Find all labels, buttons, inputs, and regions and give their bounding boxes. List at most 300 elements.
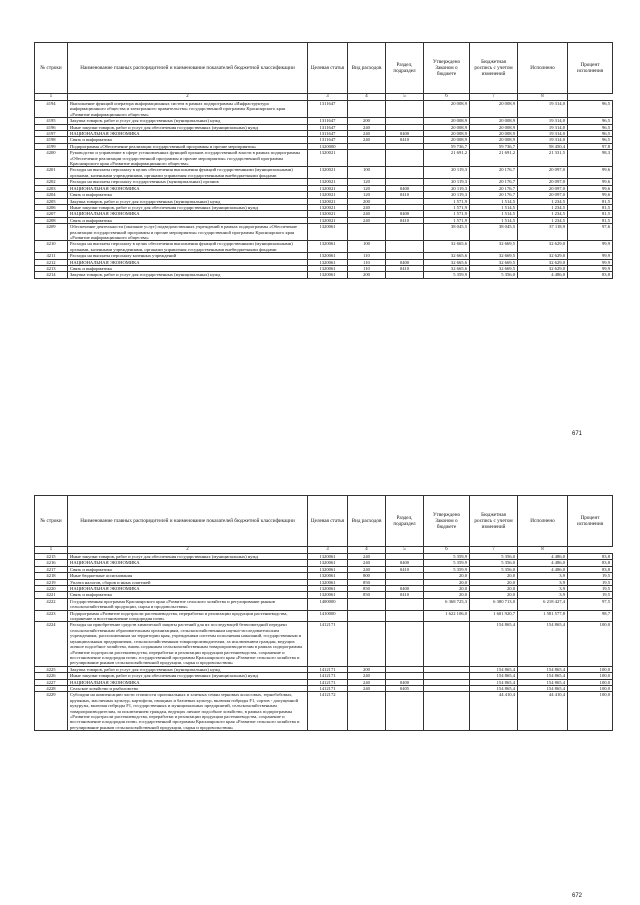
target-article-cell: 1412171 (308, 666, 348, 672)
header-percent: Процент исполнения (568, 43, 613, 94)
expense-type-cell: 240 (348, 137, 386, 143)
row-number-cell: 4208 (35, 217, 68, 223)
budget-list-amount-cell: 1 514,5 (470, 198, 518, 204)
executed-amount-cell: 4 486,0 (518, 272, 568, 278)
executed-amount-cell: 154 865,4 (518, 666, 568, 672)
table-body (35, 554, 613, 731)
executed-amount-cell: 154 865,4 (518, 622, 568, 666)
executed-amount-cell: 3,9 (518, 573, 568, 579)
section-cell (386, 598, 424, 610)
section-cell: 0410 (386, 265, 424, 271)
budget-list-amount-cell: 32 669,5 (470, 253, 518, 259)
approved-amount-cell: 20 008,9 (424, 137, 470, 143)
budget-list-amount-cell: 20 176,7 (470, 167, 518, 179)
approved-amount-cell: 1 571,9 (424, 198, 470, 204)
header-target: Целевая статья (308, 43, 348, 94)
row-name-cell: Руководство и управление в сфере установленных функций органов государственной власти в рамках подпрограммы «Обеспечение реализации государственной программы и прочие мероприятия» государственной программы Красноярского края «Развитие информационного общества» (68, 150, 308, 167)
executed-amount-cell: 4 486,0 (518, 554, 568, 560)
percent-cell: 99,6 (568, 185, 613, 191)
target-article-cell: 1311647 (308, 118, 348, 124)
percent-cell: 99,6 (568, 167, 613, 179)
percent-cell: 100,0 (568, 685, 613, 691)
table-row (35, 622, 613, 666)
executed-amount-cell: 1 234,5 (518, 198, 568, 204)
approved-amount-cell: 1 622 106,0 (424, 610, 470, 622)
expense-type-cell: 240 (348, 560, 386, 566)
executed-amount-cell: 4 486,0 (518, 560, 568, 566)
budget-list-amount-cell: 20,0 (470, 592, 518, 598)
approved-amount-cell: 5 359,9 (424, 554, 470, 560)
expense-type-cell (348, 101, 386, 118)
budget-list-amount-cell: 32 669,5 (470, 265, 518, 271)
percent-cell: 96,5 (568, 124, 613, 130)
row-number-cell: 4228 (35, 685, 68, 691)
row-name-cell: Связь и информатика (68, 217, 308, 223)
percent-cell: 98,7 (568, 610, 613, 622)
approved-amount-cell: 1 571,9 (424, 217, 470, 223)
executed-amount-cell: 32 629,0 (518, 241, 568, 253)
percent-cell: 100,0 (568, 673, 613, 679)
executed-amount-cell: 154 865,4 (518, 679, 568, 685)
row-number-cell: 4201 (35, 167, 68, 179)
column-index: 6 (424, 547, 470, 554)
row-name-cell: Закупка товаров, работ и услуг для государственных (муниципальных) нужд (68, 118, 308, 124)
target-article-cell: 1320061 (308, 566, 348, 572)
approved-amount-cell: 5 359,9 (424, 566, 470, 572)
row-number-cell: 4220 (35, 586, 68, 592)
column-index: 8 (518, 94, 568, 101)
row-number-cell: 4218 (35, 573, 68, 579)
expense-type-cell: 110 (348, 265, 386, 271)
row-number-cell: 4222 (35, 598, 68, 610)
header-section: Раздел, подраздел (386, 43, 424, 94)
row-name-cell: Государственная программа Красноярского края «Развитие сельского хозяйства и регулирование рынков сельскохозяйственной продукции, сырья и продовольствия» (68, 598, 308, 610)
budget-table-page-672 (34, 495, 613, 731)
table-body (35, 101, 613, 279)
executed-amount-cell: 1 234,5 (518, 204, 568, 210)
header-row-no: № строки (35, 43, 68, 94)
percent-cell: 96,5 (568, 101, 613, 118)
section-cell (386, 224, 424, 241)
row-number-cell: 4199 (35, 143, 68, 149)
table-row (35, 692, 613, 731)
budget-list-amount-cell: 5 356,0 (470, 560, 518, 566)
target-article-cell: 1320061 (308, 253, 348, 259)
percent-cell: 81,5 (568, 198, 613, 204)
header-name: Наименование главных распорядителей и наименование показателей бюджетной классификации (68, 43, 308, 94)
row-number-cell: 4206 (35, 204, 68, 210)
expense-type-cell: 240 (348, 566, 386, 572)
budget-list-amount-cell: 154 865,4 (470, 666, 518, 672)
header-approved: Утверждено Законом о бюджете (424, 43, 470, 94)
budget-list-amount-cell: 6 380 713,0 (470, 598, 518, 610)
budget-list-amount-cell: 154 865,4 (470, 679, 518, 685)
section-cell: 0410 (386, 592, 424, 598)
column-index: 1 (35, 94, 68, 101)
row-name-cell: Выполнение функций оператора информационных систем в рамках подпрограммы «Инфраструктура информационного общества и электронного правительства» государственной программы Красноярского края «Развитие информационного общества» (68, 101, 308, 118)
target-article-cell: 1311647 (308, 131, 348, 137)
percent-cell: 99,9 (568, 265, 613, 271)
executed-amount-cell: 20 097,0 (518, 167, 568, 179)
budget-list-amount-cell: 5 356,0 (470, 566, 518, 572)
row-number-cell: 4213 (35, 265, 68, 271)
target-article-cell: 1320061 (308, 554, 348, 560)
expense-type-cell: 240 (348, 673, 386, 679)
target-article-cell: 1412172 (308, 692, 348, 731)
section-cell (386, 622, 424, 666)
approved-amount-cell: 32 665,6 (424, 259, 470, 265)
target-article-cell: 1400000 (308, 598, 348, 610)
expense-type-cell: 850 (348, 579, 386, 585)
header-expense-type: Вид расходов (348, 496, 386, 547)
executed-amount-cell: 3,9 (518, 579, 568, 585)
row-name-cell: НАЦИОНАЛЬНАЯ ЭКОНОМИКА (68, 211, 308, 217)
expense-type-cell: 240 (348, 131, 386, 137)
row-number-cell: 4217 (35, 566, 68, 572)
percent-cell: 97,8 (568, 143, 613, 149)
approved-amount-cell: 32 665,6 (424, 241, 470, 253)
expense-type-cell (348, 622, 386, 666)
executed-amount-cell: 154 865,4 (518, 673, 568, 679)
budget-list-amount-cell: 20 176,7 (470, 192, 518, 198)
executed-amount-cell: 32 629,0 (518, 259, 568, 265)
budget-list-amount-cell: 1 514,5 (470, 211, 518, 217)
percent-cell: 96,5 (568, 118, 613, 124)
executed-amount-cell: 58 450,4 (518, 143, 568, 149)
section-cell (386, 167, 424, 179)
executed-amount-cell: 3,9 (518, 592, 568, 598)
row-number-cell: 4197 (35, 131, 68, 137)
row-number-cell: 4203 (35, 185, 68, 191)
approved-amount-cell: 20 119,3 (424, 179, 470, 185)
row-name-cell: Сельское хозяйство и рыболовство (68, 685, 308, 691)
table-row (35, 598, 613, 610)
row-number-cell: 4227 (35, 679, 68, 685)
target-article-cell: 1412171 (308, 622, 348, 666)
target-article-cell: 1412171 (308, 685, 348, 691)
approved-amount-cell: 20 119,3 (424, 167, 470, 179)
row-number-cell: 4212 (35, 259, 68, 265)
executed-amount-cell: 20 097,0 (518, 185, 568, 191)
expense-type-cell: 240 (348, 685, 386, 691)
expense-type-cell (348, 692, 386, 731)
expense-type-cell: 100 (348, 241, 386, 253)
table-row (35, 272, 613, 278)
row-number-cell: 4205 (35, 198, 68, 204)
budget-list-amount-cell: 20 176,7 (470, 179, 518, 185)
target-article-cell: 1410000 (308, 610, 348, 622)
budget-list-amount-cell: 154 865,4 (470, 622, 518, 666)
target-article-cell: 1320021 (308, 211, 348, 217)
report-page-672 (34, 495, 612, 731)
budget-list-amount-cell: 20 008,9 (470, 101, 518, 118)
percent-cell: 100,0 (568, 666, 613, 672)
percent-cell: 99,9 (568, 259, 613, 265)
row-name-cell: Расходы на приобретение средств химической защиты растений для их последующей безвозмездной передачи сельскохозяйственным образовательным организациям, сельскохозяйственным научно-исследовательским учреждениям, расположенным на территории края, учреждениям системы исполнения наказаний, государственным и муниципальным предприятиям, сельскохозяйственным товаропроизводителям, за исключением граждан, ведущих личное подсобное хозяйство, вновь созданным сельскохозяйственным товаропроизводителям в рамках подпрограммы «Развитие подотрасли растениеводства, переработки и реализации продукции растениеводства, сохранение и восстановление плодородия почв» государственной программы Красноярского края «Развитие сельского хозяйства и регулирование рынков сельскохозяйственной продукции, сырья и продовольствия» (68, 622, 308, 666)
target-article-cell: 1320061 (308, 579, 348, 585)
row-number-cell: 4221 (35, 592, 68, 598)
target-article-cell: 1311647 (308, 124, 348, 130)
percent-cell: 99,6 (568, 192, 613, 198)
row-name-cell: Расходы на выплаты персоналу в целях обеспечения выполнения функций государственными (муниципальными) органами, казенными учреждениями, органами управления государственными внебюджетными фондами (68, 167, 308, 179)
column-index: 4 (348, 94, 386, 101)
target-article-cell: 1320061 (308, 265, 348, 271)
budget-list-amount-cell: 20,0 (470, 586, 518, 592)
target-article-cell: 1412171 (308, 679, 348, 685)
column-index: 5 (386, 547, 424, 554)
table-row (35, 150, 613, 167)
column-index: 8 (518, 547, 568, 554)
row-name-cell: Связь и информатика (68, 592, 308, 598)
table-header-row (35, 496, 613, 547)
executed-amount-cell: 154 865,4 (518, 685, 568, 691)
percent-cell: 19,5 (568, 573, 613, 579)
row-name-cell: НАЦИОНАЛЬНАЯ ЭКОНОМИКА (68, 560, 308, 566)
budget-list-amount-cell: 20,0 (470, 579, 518, 585)
section-cell: 0400 (386, 259, 424, 265)
row-number-cell: 4200 (35, 150, 68, 167)
expense-type-cell (348, 610, 386, 622)
budget-list-amount-cell: 20 008,9 (470, 118, 518, 124)
budget-list-amount-cell: 21 691,2 (470, 150, 518, 167)
executed-amount-cell: 21 331,5 (518, 150, 568, 167)
row-name-cell: Иные закупки товаров, работ и услуг для обеспечения государственных (муниципальных) нужд (68, 673, 308, 679)
target-article-cell: 1320061 (308, 259, 348, 265)
executed-amount-cell: 1 234,5 (518, 217, 568, 223)
target-article-cell: 1311647 (308, 101, 348, 118)
percent-cell: 83,8 (568, 566, 613, 572)
header-list: Бюджетная роспись с учетом изменений (470, 43, 518, 94)
expense-type-cell: 240 (348, 679, 386, 685)
target-article-cell: 1320021 (308, 179, 348, 185)
executed-amount-cell: 1 581 577,8 (518, 610, 568, 622)
row-name-cell: Закупка товаров, работ и услуг для государственных (муниципальных) нужд (68, 272, 308, 278)
budget-list-amount-cell: 38 045,5 (470, 224, 518, 241)
column-index: 5 (386, 94, 424, 101)
approved-amount-cell: 20,0 (424, 579, 470, 585)
target-article-cell: 1311647 (308, 137, 348, 143)
target-article-cell: 1320061 (308, 586, 348, 592)
percent-cell: 100,0 (568, 692, 613, 731)
expense-type-cell: 110 (348, 259, 386, 265)
percent-cell: 99,6 (568, 179, 613, 185)
executed-amount-cell: 4 486,0 (518, 566, 568, 572)
target-article-cell: 1320061 (308, 592, 348, 598)
percent-cell: 99,9 (568, 241, 613, 253)
budget-list-amount-cell: 5 356,0 (470, 554, 518, 560)
executed-amount-cell: 32 629,0 (518, 265, 568, 271)
table-row (35, 167, 613, 179)
row-number-cell: 4194 (35, 101, 68, 118)
section-cell (386, 692, 424, 731)
expense-type-cell (348, 150, 386, 167)
approved-amount-cell: 20 008,9 (424, 118, 470, 124)
target-article-cell: 1320061 (308, 241, 348, 253)
row-name-cell: Иные закупки товаров, работ и услуг для обеспечения государственных (муниципальных) нужд (68, 204, 308, 210)
row-number-cell: 4198 (35, 137, 68, 143)
section-cell: 0400 (386, 185, 424, 191)
budget-table-page-671 (34, 42, 613, 279)
row-name-cell: Связь и информатика (68, 566, 308, 572)
section-cell (386, 101, 424, 118)
budget-list-amount-cell: 20 008,9 (470, 131, 518, 137)
budget-list-amount-cell: 20 008,9 (470, 137, 518, 143)
section-cell (386, 241, 424, 253)
approved-amount-cell: 38 045,5 (424, 224, 470, 241)
approved-amount-cell: 20,0 (424, 586, 470, 592)
section-cell: 0410 (386, 137, 424, 143)
table-row (35, 224, 613, 241)
executed-amount-cell: 19 314,0 (518, 118, 568, 124)
budget-list-amount-cell: 1 514,5 (470, 204, 518, 210)
section-cell: 0405 (386, 685, 424, 691)
approved-amount-cell: 20 008,9 (424, 101, 470, 118)
row-name-cell: Закупка товаров, работ и услуг для государственных (муниципальных) нужд (68, 666, 308, 672)
expense-type-cell: 120 (348, 185, 386, 191)
row-number-cell: 4226 (35, 673, 68, 679)
budget-list-amount-cell: 59 736,7 (470, 143, 518, 149)
percent-cell: 97,5 (568, 598, 613, 610)
expense-type-cell: 200 (348, 118, 386, 124)
percent-cell: 98,3 (568, 150, 613, 167)
approved-amount-cell: 59 736,7 (424, 143, 470, 149)
section-cell: 0400 (386, 586, 424, 592)
executed-amount-cell: 44 410,4 (518, 692, 568, 731)
executed-amount-cell: 19 314,0 (518, 124, 568, 130)
target-article-cell: 1320061 (308, 224, 348, 241)
row-number-cell: 4214 (35, 272, 68, 278)
header-executed: Исполнено (518, 496, 568, 547)
row-number-cell: 4225 (35, 666, 68, 672)
expense-type-cell: 240 (348, 124, 386, 130)
target-article-cell: 1320061 (308, 573, 348, 579)
target-article-cell: 1320021 (308, 192, 348, 198)
percent-cell: 83,8 (568, 272, 613, 278)
expense-type-cell: 110 (348, 253, 386, 259)
target-article-cell: 1320021 (308, 198, 348, 204)
row-number-cell: 4209 (35, 224, 68, 241)
target-article-cell: 1320061 (308, 560, 348, 566)
budget-list-amount-cell: 20,0 (470, 573, 518, 579)
column-index: 6 (424, 94, 470, 101)
executed-amount-cell: 1 234,5 (518, 211, 568, 217)
header-expense-type: Вид расходов (348, 43, 386, 94)
target-article-cell: 1320021 (308, 204, 348, 210)
approved-amount-cell: 32 665,6 (424, 265, 470, 271)
section-cell (386, 150, 424, 167)
row-number-cell: 4204 (35, 192, 68, 198)
row-number-cell: 4216 (35, 560, 68, 566)
row-name-cell: Обеспечение деятельности (оказание услуг) подведомственных учреждений в рамках подпрограммы «Обеспечение реализации государственной программы и прочие мероприятия» государственной программы Красноярского края «Развитие информационного общества» (68, 224, 308, 241)
row-name-cell: Иные бюджетные ассигнования (68, 573, 308, 579)
approved-amount-cell: 21 691,2 (424, 150, 470, 167)
column-index: 3 (308, 94, 348, 101)
executed-amount-cell: 20 097,0 (518, 179, 568, 185)
expense-type-cell: 120 (348, 192, 386, 198)
header-name: Наименование главных распорядителей и наименование показателей бюджетной классификации (68, 496, 308, 547)
row-number-cell: 4219 (35, 579, 68, 585)
row-name-cell: Расходы на выплаты персоналу казенных учреждений (68, 253, 308, 259)
row-name-cell: Связь и информатика (68, 192, 308, 198)
header-approved: Утверждено Законом о бюджете (424, 496, 470, 547)
approved-amount-cell: 1 571,9 (424, 211, 470, 217)
row-name-cell: Закупка товаров, работ и услуг для государственных (муниципальных) нужд (68, 198, 308, 204)
executed-amount-cell: 19 314,0 (518, 137, 568, 143)
table-header-row (35, 43, 613, 94)
column-index: 4 (348, 547, 386, 554)
target-article-cell: 1320000 (308, 143, 348, 149)
percent-cell: 96,5 (568, 137, 613, 143)
target-article-cell: 1412171 (308, 673, 348, 679)
percent-cell: 19,5 (568, 592, 613, 598)
executed-amount-cell: 37 118,9 (518, 224, 568, 241)
column-index-row (35, 94, 613, 101)
budget-list-amount-cell: 5 356,0 (470, 272, 518, 278)
executed-amount-cell: 20 097,0 (518, 192, 568, 198)
percent-cell: 19,5 (568, 586, 613, 592)
approved-amount-cell: 32 665,6 (424, 253, 470, 259)
column-index: 1 (35, 547, 68, 554)
approved-amount-cell: 20,0 (424, 592, 470, 598)
row-name-cell: Расходы на выплаты персоналу в целях обеспечения выполнения функций государственными (муниципальными) органами, казенными учреждениями, органами управления государственными внебюджетными фондами (68, 241, 308, 253)
header-list: Бюджетная роспись с учетом изменений (470, 496, 518, 547)
approved-amount-cell: 20 008,9 (424, 131, 470, 137)
approved-amount-cell: 20 119,3 (424, 185, 470, 191)
row-number-cell: 4223 (35, 610, 68, 622)
expense-type-cell: 240 (348, 554, 386, 560)
report-page-671 (34, 42, 612, 279)
expense-type-cell: 850 (348, 592, 386, 598)
row-name-cell: Связь и информатика (68, 265, 308, 271)
budget-list-amount-cell: 20 008,9 (470, 124, 518, 130)
target-article-cell: 1320021 (308, 217, 348, 223)
row-name-cell: Субсидии на компенсацию части стоимости оригинальных и элитных семян зерновых колосовых, зернобобовых, крупяных, масличных культур, картофеля, овощных и бахчевых культур, включая гибриды F1, сортов - допущенной кукурузы, включая гибриды F1, государственных и муниципальных предприятий, сельскохозяйственным товаропроизводителям, за исключением граждан, ведущих личное подсобное хозяйство, в рамках подпрограммы «Развитие подотрасли растениеводства, переработки и реализации продукции растениеводства, сохранение и восстановление плодородия почв» государственной программы Красноярского края «Развитие сельского хозяйства и регулирование рынков сельскохозяйственной продукции, сырья и продовольствия» (68, 692, 308, 731)
table-row (35, 610, 613, 622)
expense-type-cell (348, 598, 386, 610)
section-cell: 0400 (386, 560, 424, 566)
percent-cell: 83,8 (568, 554, 613, 560)
section-cell: 0410 (386, 217, 424, 223)
expense-type-cell: 240 (348, 211, 386, 217)
section-cell (386, 272, 424, 278)
row-number-cell: 4210 (35, 241, 68, 253)
budget-list-amount-cell: 20 176,7 (470, 185, 518, 191)
target-article-cell: 1320021 (308, 185, 348, 191)
row-number-cell: 4224 (35, 622, 68, 666)
row-number-cell: 4196 (35, 124, 68, 130)
row-name-cell: Иные закупки товаров, работ и услуг для обеспечения государственных (муниципальных) нужд (68, 554, 308, 560)
approved-amount-cell: 20 008,9 (424, 124, 470, 130)
header-target: Целевая статья (308, 496, 348, 547)
approved-amount-cell: 6 368 725,3 (424, 598, 470, 610)
target-article-cell: 1320061 (308, 272, 348, 278)
expense-type-cell: 240 (348, 204, 386, 210)
executed-amount-cell: 6 218 427,4 (518, 598, 568, 610)
column-index: 2 (68, 547, 308, 554)
row-number-cell: 4202 (35, 179, 68, 185)
row-name-cell: НАЦИОНАЛЬНАЯ ЭКОНОМИКА (68, 185, 308, 191)
executed-amount-cell: 32 629,0 (518, 253, 568, 259)
expense-type-cell: 200 (348, 272, 386, 278)
budget-list-amount-cell: 1 601 920,7 (470, 610, 518, 622)
percent-cell: 97,6 (568, 224, 613, 241)
column-index: 7 (470, 547, 518, 554)
budget-list-amount-cell: 154 865,4 (470, 673, 518, 679)
row-number-cell: 4195 (35, 118, 68, 124)
row-number-cell: 4215 (35, 554, 68, 560)
approved-amount-cell: 20,0 (424, 573, 470, 579)
table-row (35, 241, 613, 253)
